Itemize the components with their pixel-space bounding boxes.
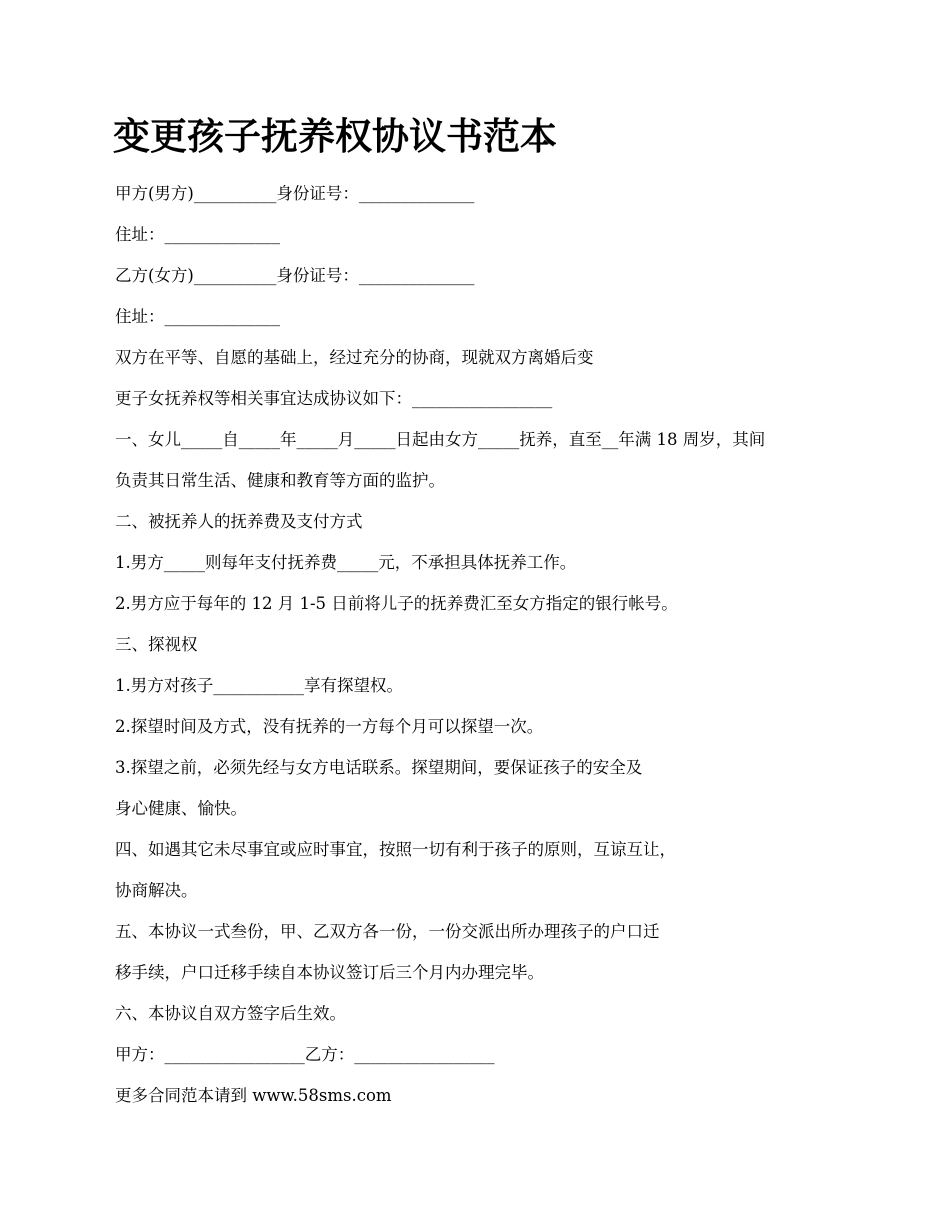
clause-2-item-1: 1.男方_____则每年支付抚养费_____元，不承担具体抚养工作。 [115, 553, 577, 572]
clause-6-line: 六、本协议自双方签字后生效。 [115, 1004, 346, 1023]
party-a-address-line: 住址：______________ [115, 225, 280, 244]
clause-1-line-2: 负责其日常生活、健康和教育等方面的监护。 [115, 471, 445, 490]
signature-line: 甲方：_________________乙方：_________________ [115, 1045, 495, 1064]
clause-5-line-2: 移手续，户口迁移手续自本协议签订后三个月内办理完毕。 [115, 963, 544, 982]
clause-4-line-1: 四、如遇其它未尽事宜或应时事宜，按照一切有利于孩子的原则，互谅互让， [115, 840, 676, 859]
clause-2-item-2: 2.男方应于每年的 12 月 1-5 日前将儿子的抚养费汇至女方指定的银行帐号。 [115, 594, 678, 613]
document-title: 变更孩子抚养权协议书范本 [113, 114, 557, 158]
clause-2-heading: 二、被抚养人的抚养费及支付方式 [115, 512, 363, 531]
clause-5-line-1: 五、本协议一式叁份，甲、乙双方各一份，一份交派出所办理孩子的户口迁 [115, 922, 660, 941]
footer-note: 更多合同范本请到 www.58sms.com [115, 1086, 392, 1105]
clause-3-item-3-line-1: 3.探望之前，必须先经与女方电话联系。探望期间，要保证孩子的安全及 [115, 758, 643, 777]
party-b-line: 乙方(女方)__________身份证号：______________ [115, 266, 475, 285]
document-body [115, 173, 875, 1116]
clause-3-heading: 三、探视权 [115, 635, 198, 654]
clause-3-item-1: 1.男方对孩子___________享有探望权。 [115, 676, 403, 695]
party-b-address-line: 住址：______________ [115, 307, 280, 326]
preamble-line-2: 更子女抚养权等相关事宜达成协议如下：_________________ [115, 389, 553, 408]
clause-4-line-2: 协商解决。 [115, 881, 198, 900]
preamble-line-1: 双方在平等、自愿的基础上，经过充分的协商，现就双方离婚后变 [115, 348, 594, 367]
clause-3-item-3-line-2: 身心健康、愉快。 [115, 799, 247, 818]
party-a-line: 甲方(男方)__________身份证号：______________ [115, 184, 475, 203]
clause-3-item-2: 2.探望时间及方式，没有抚养的一方每个月可以探望一次。 [115, 717, 544, 736]
clause-1-line-1: 一、女儿_____自_____年_____月_____日起由女方_____抚养，直至__年满 18 周岁，其间 [115, 430, 766, 449]
